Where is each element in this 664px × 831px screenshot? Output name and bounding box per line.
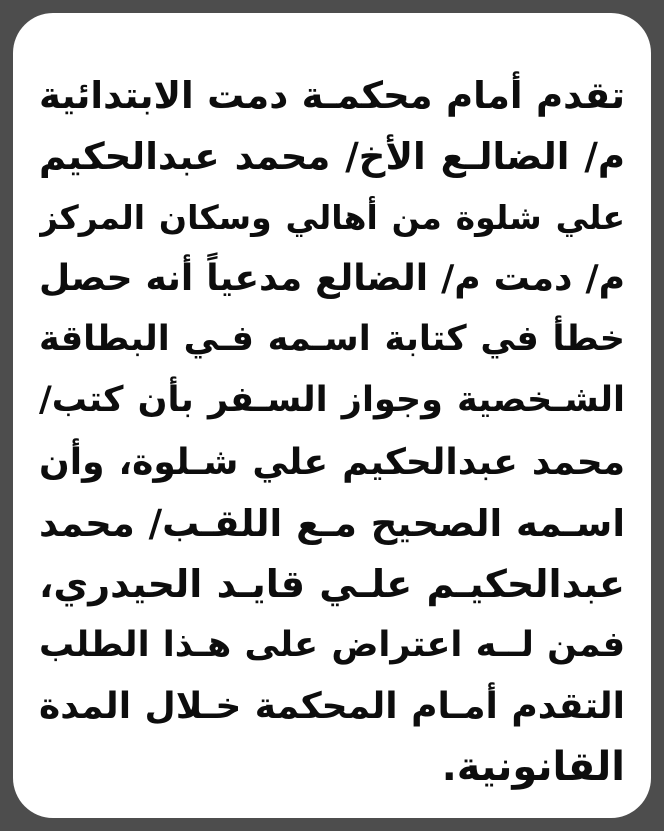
- notice-body: [13, 65, 651, 798]
- notice-line: خطأ في كتابة اسـمه فـي البطاقة: [39, 319, 625, 360]
- notice-line: تقدم أمام محكمـة دمت الابتدائية: [39, 74, 625, 117]
- notice-line: علي شلوة من أهالي وسكان المركز: [39, 198, 625, 238]
- notice-line: فمن لــه اعتراض على هـذا الطلب: [39, 624, 625, 665]
- notice-card: [13, 13, 651, 818]
- notice-line-last: القانونية.: [441, 744, 625, 791]
- notice-line: م/ دمت م/ الضالع مدعياً أنه حصل: [39, 258, 625, 300]
- notice-line: محمد عبدالحكيم علي شـلوة، وأن: [39, 441, 625, 483]
- notice-line: الشـخصية وجواز السـفر بأن كتب/: [39, 380, 625, 421]
- notice-line: اسـمه الصحيح مـع اللقـب/ محمد: [39, 501, 625, 545]
- notice-line: م/ الضالـع الأخ/ محمد عبدالحكيم: [39, 135, 625, 179]
- notice-line: التقدم أمـام المحكمة خـلال المدة: [39, 685, 625, 727]
- notice-line: عبدالحكيـم علـي قايـد الحيدري،: [39, 561, 625, 606]
